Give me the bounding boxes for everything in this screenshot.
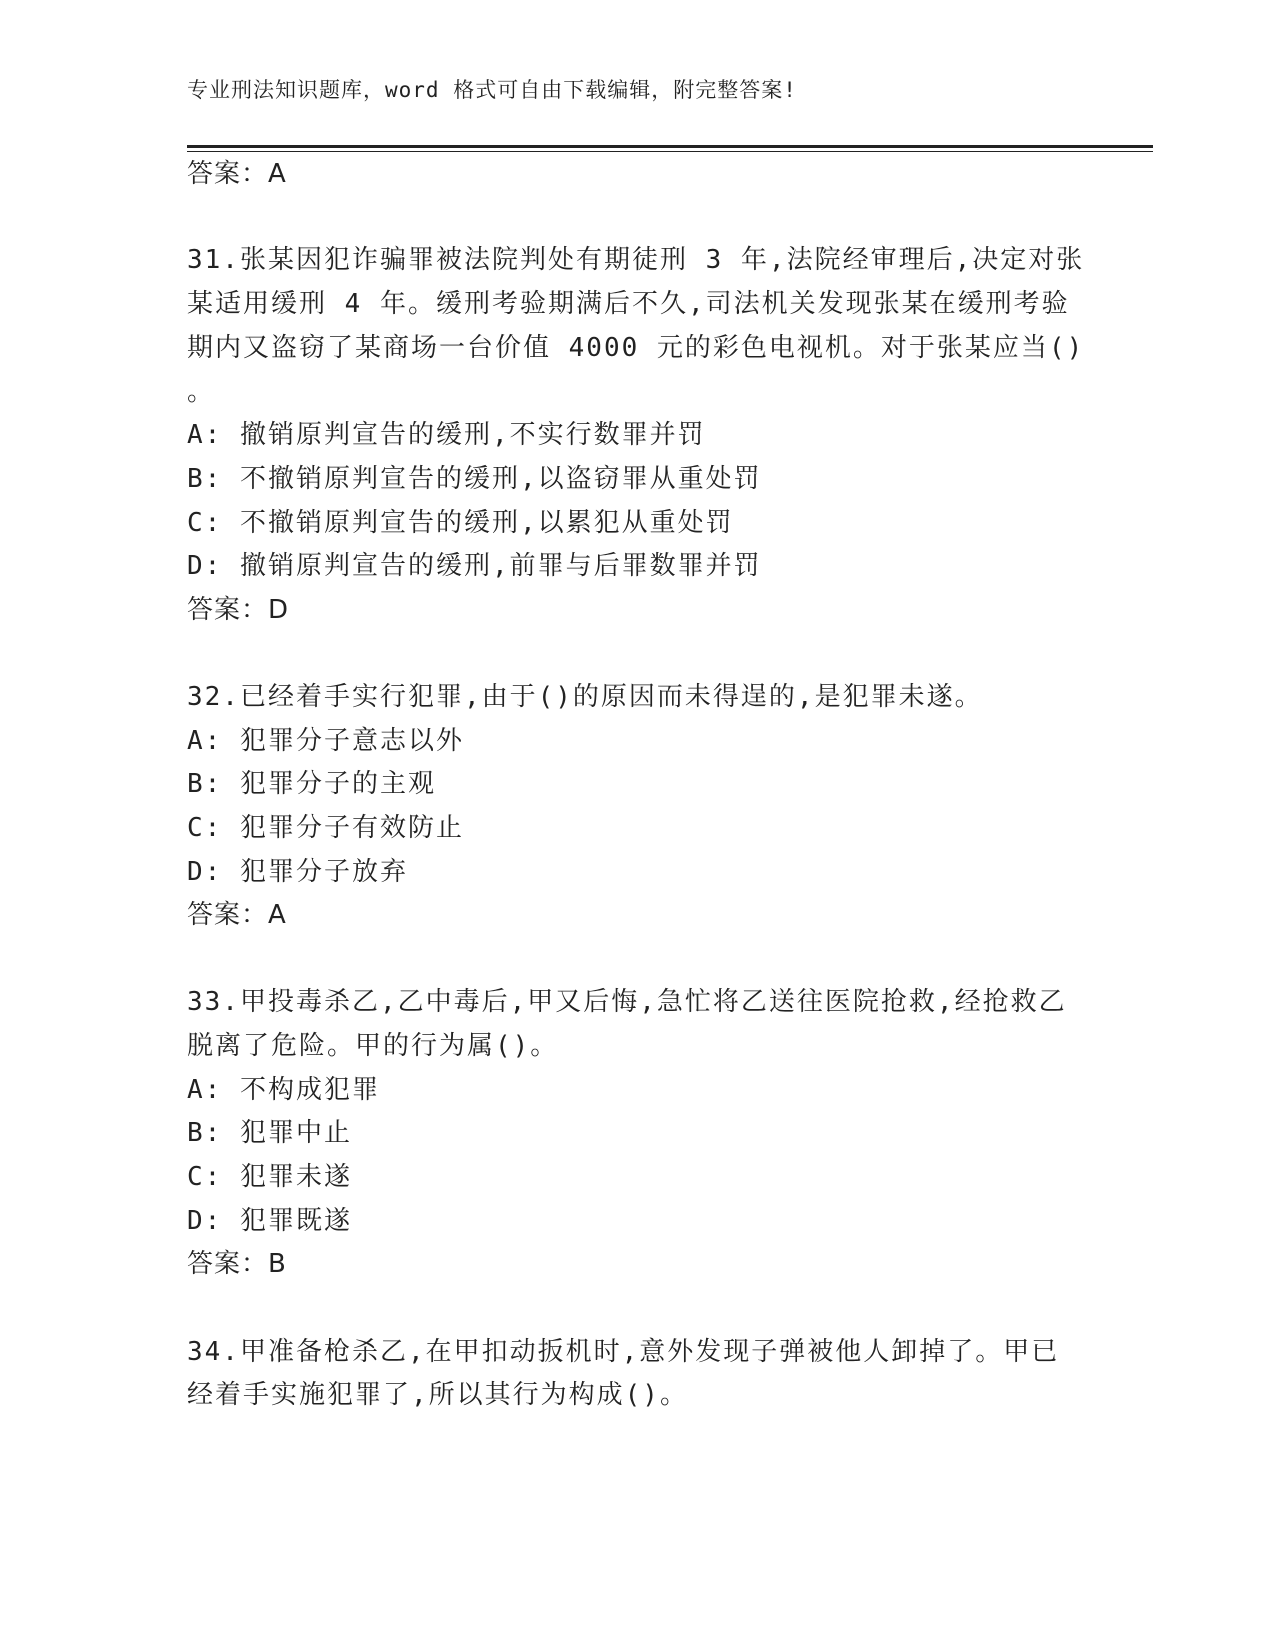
q32-option-d: D: 犯罪分子放弃 [187,857,408,887]
q33-option-d: D: 犯罪既遂 [187,1206,352,1236]
q33-stem-line-2: 脱离了危险。甲的行为属()。 [187,1031,559,1061]
q31-option-d: D: 撤销原判宣告的缓刑,前罪与后罪数罪并罚 [187,551,762,581]
q33-option-b: B: 犯罪中止 [187,1118,352,1148]
header-divider [187,145,1153,148]
q31-option-c: C: 不撤销原判宣告的缓刑,以累犯从重处罚 [187,508,734,538]
q31-stem-line-3: 期内又盗窃了某商场一台价值 4000 元的彩色电视机。对于张某应当() [187,333,1085,363]
q31-option-a: A: 撤销原判宣告的缓刑,不实行数罪并罚 [187,420,706,450]
q32-option-a: A: 犯罪分子意志以外 [187,726,464,756]
q32-option-b: B: 犯罪分子的主观 [187,769,436,799]
q33-option-a: A: 不构成犯罪 [187,1075,380,1105]
q31-answer: 答案：D [187,595,290,625]
q33-option-c: C: 犯罪未遂 [187,1162,352,1192]
q31-stem-line-2: 某适用缓刑 4 年。缓刑考验期满后不久,司法机关发现张某在缓刑考验 [187,289,1070,319]
q34-stem-line-1: 34.甲准备枪杀乙,在甲扣动扳机时,意外发现子弹被他人卸掉了。甲已 [187,1337,1060,1367]
q31-option-b: B: 不撤销原判宣告的缓刑,以盗窃罪从重处罚 [187,464,762,494]
header-divider-thin [187,151,1153,152]
q32-option-c: C: 犯罪分子有效防止 [187,813,464,843]
q31-stem-line-4: 。 [187,377,216,407]
q31-stem-line-1: 31.张某因犯诈骗罪被法院判处有期徒刑 3 年,法院经审理后,决定对张 [187,245,1085,275]
q32-stem-line-1: 32.已经着手实行犯罪,由于()的原因而未得逞的,是犯罪未遂。 [187,682,983,712]
q32-answer: 答案：A [187,900,287,930]
previous-answer: 答案：A [187,159,287,189]
q33-stem-line-1: 33.甲投毒杀乙,乙中毒后,甲又后悔,急忙将乙送往医院抢救,经抢救乙 [187,987,1067,1017]
q33-answer: 答案：B [187,1249,287,1279]
q34-stem-line-2: 经着手实施犯罪了,所以其行为构成()。 [187,1380,688,1410]
page-header: 专业刑法知识题库，word 格式可自由下载编辑，附完整答案! [187,78,797,102]
